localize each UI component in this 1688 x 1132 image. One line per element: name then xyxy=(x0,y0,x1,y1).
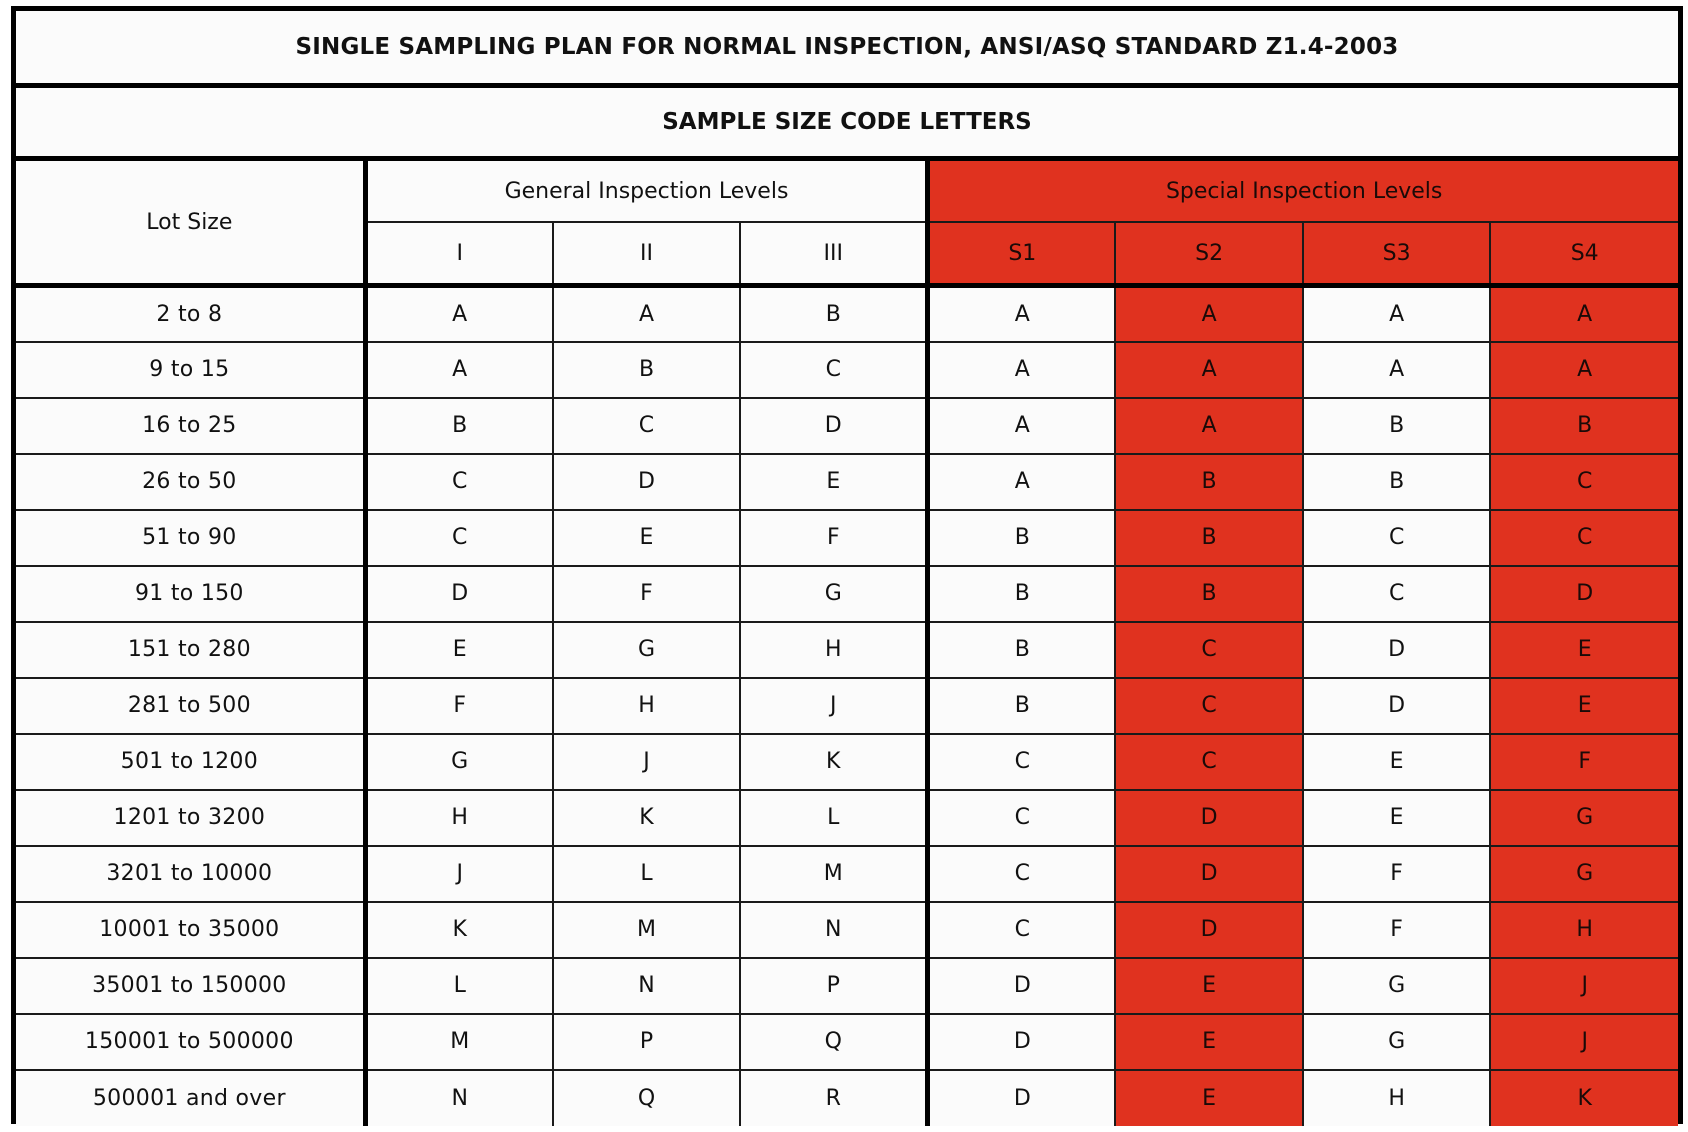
code-letter-cell-special-s3: G xyxy=(1303,1014,1491,1070)
code-letter-cell-general-1: N xyxy=(365,1070,553,1126)
code-letter-cell-special-s1: C xyxy=(928,902,1116,958)
code-letter-cell-general-1: F xyxy=(365,678,553,734)
lot-size-cell: 500001 and over xyxy=(16,1070,365,1126)
code-letter-cell-special-s4: F xyxy=(1490,734,1678,790)
level-header-special-s4: S4 xyxy=(1490,222,1678,286)
code-letter-cell-special-s4: A xyxy=(1490,286,1678,342)
lot-size-cell: 1201 to 3200 xyxy=(16,790,365,846)
code-letter-cell-special-s3: A xyxy=(1303,286,1491,342)
code-letter-cell-general-3: C xyxy=(740,342,928,398)
lot-size-cell: 26 to 50 xyxy=(16,454,365,510)
code-letter-cell-general-1: L xyxy=(365,958,553,1014)
code-letter-cell-special-s3: D xyxy=(1303,678,1491,734)
lot-size-cell: 151 to 280 xyxy=(16,622,365,678)
code-letter-cell-special-s4: J xyxy=(1490,958,1678,1014)
code-letter-cell-special-s1: A xyxy=(928,454,1116,510)
code-letter-cell-special-s2: D xyxy=(1115,902,1303,958)
table-row xyxy=(16,510,1678,566)
code-letter-cell-general-1: C xyxy=(365,454,553,510)
table-row xyxy=(16,622,1678,678)
code-letter-cell-special-s1: C xyxy=(928,734,1116,790)
code-letter-cell-special-s4: B xyxy=(1490,398,1678,454)
lot-size-cell: 35001 to 150000 xyxy=(16,958,365,1014)
code-letter-cell-general-3: L xyxy=(740,790,928,846)
code-letter-cell-special-s3: F xyxy=(1303,902,1491,958)
level-header-general-3: III xyxy=(740,222,928,286)
code-letter-cell-general-1: J xyxy=(365,846,553,902)
table-row xyxy=(16,1070,1678,1126)
code-letter-cell-special-s2: C xyxy=(1115,678,1303,734)
code-letter-cell-special-s1: C xyxy=(928,790,1116,846)
level-header-special-s3: S3 xyxy=(1303,222,1491,286)
code-letter-cell-special-s4: H xyxy=(1490,902,1678,958)
lot-size-cell: 16 to 25 xyxy=(16,398,365,454)
code-letter-cell-general-3: P xyxy=(740,958,928,1014)
code-letter-cell-special-s1: B xyxy=(928,566,1116,622)
code-letter-cell-special-s2: A xyxy=(1115,398,1303,454)
code-letter-cell-special-s4: A xyxy=(1490,342,1678,398)
lot-size-cell: 3201 to 10000 xyxy=(16,846,365,902)
code-letter-cell-general-1: A xyxy=(365,342,553,398)
code-letter-cell-general-3: E xyxy=(740,454,928,510)
code-letter-cell-general-1: A xyxy=(365,286,553,342)
lot-size-cell: 281 to 500 xyxy=(16,678,365,734)
code-letter-cell-general-1: D xyxy=(365,566,553,622)
code-letter-cell-general-1: B xyxy=(365,398,553,454)
code-letter-cell-general-3: J xyxy=(740,678,928,734)
code-letter-cell-special-s1: B xyxy=(928,510,1116,566)
code-letter-cell-special-s1: D xyxy=(928,1070,1116,1126)
code-letter-cell-general-2: D xyxy=(553,454,741,510)
code-letter-cell-special-s4: C xyxy=(1490,510,1678,566)
code-letter-cell-special-s2: E xyxy=(1115,1014,1303,1070)
code-letter-cell-special-s4: G xyxy=(1490,846,1678,902)
code-letter-cell-special-s4: J xyxy=(1490,1014,1678,1070)
code-letter-cell-special-s1: A xyxy=(928,398,1116,454)
table-row xyxy=(16,286,1678,342)
table-row xyxy=(16,678,1678,734)
code-letter-cell-special-s4: K xyxy=(1490,1070,1678,1126)
code-letter-cell-special-s4: D xyxy=(1490,566,1678,622)
code-letter-cell-general-2: H xyxy=(553,678,741,734)
table-body xyxy=(16,286,1678,1126)
table-row xyxy=(16,454,1678,510)
code-letter-cell-general-2: J xyxy=(553,734,741,790)
code-letter-cell-special-s3: G xyxy=(1303,958,1491,1014)
code-letter-cell-general-3: H xyxy=(740,622,928,678)
table-row xyxy=(16,902,1678,958)
code-letter-cell-special-s1: B xyxy=(928,678,1116,734)
code-letter-cell-special-s3: B xyxy=(1303,454,1491,510)
code-letter-cell-general-3: R xyxy=(740,1070,928,1126)
table-subtitle: SAMPLE SIZE CODE LETTERS xyxy=(16,88,1678,161)
code-letter-cell-general-2: B xyxy=(553,342,741,398)
code-letter-cell-general-2: C xyxy=(553,398,741,454)
table-row xyxy=(16,1014,1678,1070)
special-levels-header: Special Inspection Levels xyxy=(928,161,1678,222)
table-row xyxy=(16,734,1678,790)
code-letter-cell-special-s2: A xyxy=(1115,342,1303,398)
code-letter-table xyxy=(16,161,1678,1126)
code-letter-cell-special-s2: A xyxy=(1115,286,1303,342)
table-row xyxy=(16,958,1678,1014)
code-letter-cell-special-s1: C xyxy=(928,846,1116,902)
code-letter-cell-special-s3: C xyxy=(1303,566,1491,622)
code-letter-cell-special-s1: A xyxy=(928,342,1116,398)
code-letter-cell-special-s2: E xyxy=(1115,1070,1303,1126)
code-letter-cell-general-2: F xyxy=(553,566,741,622)
code-letter-cell-special-s2: B xyxy=(1115,454,1303,510)
code-letter-cell-special-s3: E xyxy=(1303,734,1491,790)
code-letter-cell-general-3: B xyxy=(740,286,928,342)
code-letter-cell-general-1: H xyxy=(365,790,553,846)
code-letter-cell-special-s4: G xyxy=(1490,790,1678,846)
lot-size-cell: 2 to 8 xyxy=(16,286,365,342)
code-letter-cell-special-s1: A xyxy=(928,286,1116,342)
code-letter-cell-special-s4: E xyxy=(1490,622,1678,678)
code-letter-cell-general-2: Q xyxy=(553,1070,741,1126)
code-letter-cell-special-s2: B xyxy=(1115,510,1303,566)
code-letter-cell-general-3: M xyxy=(740,846,928,902)
code-letter-cell-special-s3: H xyxy=(1303,1070,1491,1126)
code-letter-cell-special-s2: C xyxy=(1115,734,1303,790)
lot-size-cell: 501 to 1200 xyxy=(16,734,365,790)
code-letter-cell-general-1: E xyxy=(365,622,553,678)
code-letter-cell-general-2: M xyxy=(553,902,741,958)
lot-size-cell: 150001 to 500000 xyxy=(16,1014,365,1070)
table-row xyxy=(16,398,1678,454)
code-letter-cell-general-2: N xyxy=(553,958,741,1014)
code-letter-cell-general-2: E xyxy=(553,510,741,566)
table-row xyxy=(16,790,1678,846)
code-letter-cell-special-s3: C xyxy=(1303,510,1491,566)
level-header-general-2: II xyxy=(553,222,741,286)
code-letter-cell-general-3: G xyxy=(740,566,928,622)
code-letter-cell-general-2: K xyxy=(553,790,741,846)
code-letter-cell-general-3: Q xyxy=(740,1014,928,1070)
code-letter-cell-special-s3: B xyxy=(1303,398,1491,454)
code-letter-cell-special-s3: F xyxy=(1303,846,1491,902)
code-letter-cell-general-3: F xyxy=(740,510,928,566)
code-letter-cell-general-2: G xyxy=(553,622,741,678)
lot-size-cell: 9 to 15 xyxy=(16,342,365,398)
code-letter-cell-general-1: M xyxy=(365,1014,553,1070)
lot-size-header: Lot Size xyxy=(16,161,365,286)
code-letter-cell-general-1: C xyxy=(365,510,553,566)
lot-size-cell: 51 to 90 xyxy=(16,510,365,566)
level-header-general-1: I xyxy=(365,222,553,286)
code-letter-cell-special-s2: E xyxy=(1115,958,1303,1014)
code-letter-cell-general-1: G xyxy=(365,734,553,790)
general-levels-header: General Inspection Levels xyxy=(365,161,928,222)
code-letter-cell-special-s1: D xyxy=(928,1014,1116,1070)
level-header-special-s1: S1 xyxy=(928,222,1116,286)
code-letter-cell-general-3: K xyxy=(740,734,928,790)
code-letter-cell-general-2: L xyxy=(553,846,741,902)
code-letter-cell-special-s4: E xyxy=(1490,678,1678,734)
code-letter-cell-general-2: P xyxy=(553,1014,741,1070)
code-letter-cell-special-s4: C xyxy=(1490,454,1678,510)
sampling-plan-document xyxy=(11,6,1683,1124)
table-row xyxy=(16,846,1678,902)
code-letter-cell-general-1: K xyxy=(365,902,553,958)
code-letter-cell-special-s3: D xyxy=(1303,622,1491,678)
code-letter-cell-general-3: D xyxy=(740,398,928,454)
code-letter-cell-general-3: N xyxy=(740,902,928,958)
code-letter-cell-special-s1: B xyxy=(928,622,1116,678)
table-row xyxy=(16,566,1678,622)
document-title: SINGLE SAMPLING PLAN FOR NORMAL INSPECTION, ANSI/ASQ STANDARD Z1.4-2003 xyxy=(16,11,1678,88)
code-letter-cell-special-s2: D xyxy=(1115,846,1303,902)
code-letter-cell-special-s3: A xyxy=(1303,342,1491,398)
lot-size-cell: 10001 to 35000 xyxy=(16,902,365,958)
code-letter-cell-special-s2: B xyxy=(1115,566,1303,622)
code-letter-cell-special-s1: D xyxy=(928,958,1116,1014)
code-letter-cell-general-2: A xyxy=(553,286,741,342)
code-letter-cell-special-s2: D xyxy=(1115,790,1303,846)
table-row xyxy=(16,342,1678,398)
code-letter-cell-special-s3: E xyxy=(1303,790,1491,846)
lot-size-cell: 91 to 150 xyxy=(16,566,365,622)
level-header-special-s2: S2 xyxy=(1115,222,1303,286)
code-letter-cell-special-s2: C xyxy=(1115,622,1303,678)
